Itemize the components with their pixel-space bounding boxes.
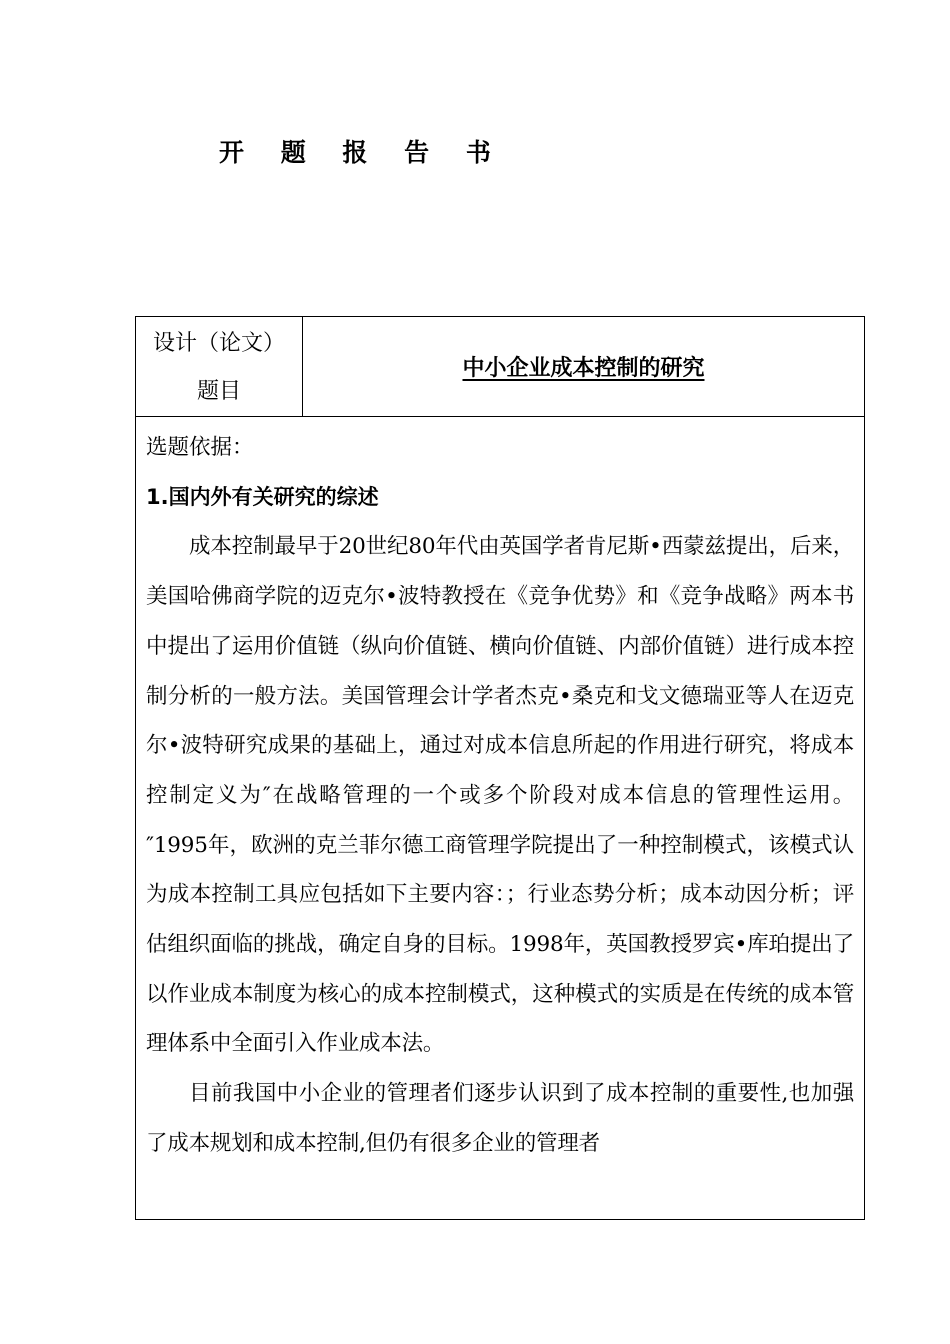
subject-label-line1: 设计（论文） [152, 331, 285, 356]
document-title: 开 题 报 告 书 [219, 138, 505, 167]
basis-cell [136, 417, 865, 1220]
section-heading: 1.国内外有关研究的综述 [146, 484, 379, 509]
subject-label-cell [136, 317, 303, 417]
review-paragraph-1: 成本控制最早于20世纪80年代由英国学者肯尼斯•西蒙兹提出，后来，美国哈佛商学院的迈克尔•波特教授在《竞争优势》和《竞争战略》两本书中提出了运用价值链（纵向价值链、横向价值链、内部价值链）进行成本控制分析的一般方法。美国管理会计学者杰克•桑克和戈文德瑞亚等人在迈克尔•波特研究成果的基础上，通过对成本信息所起的作用进行研究，将成本控制定义为″在战略管理的一个或多个阶段对成本信息的管理性运用。″1995年，欧洲的克兰菲尔德工商管理学院提出了一种控制模式，该模式认为成本控制工具应包括如下主要内容：；行业态势分析；成本动因分析；评估组织面临的挑战，确定自身的目标。1998年，英国教授罗宾•库珀提出了以作业成本制度为核心的成本控制模式，这种模式的实质是在传统的成本管理体系中全面引入作业成本法。 [146, 534, 854, 1057]
proposal-form-table [135, 316, 865, 1220]
basis-row [136, 417, 865, 1220]
subject-label-line2: 题目 [196, 379, 241, 404]
subject-row [136, 317, 865, 417]
subject-value-cell [303, 317, 865, 417]
basis-label: 选题依据： [146, 435, 254, 460]
thesis-subject: 中小企业成本控制的研究 [462, 355, 705, 381]
review-paragraph-2: 目前我国中小企业的管理者们逐步认识到了成本控制的重要性,也加强了成本规划和成本控制,但仍有很多企业的管理者 [146, 1081, 854, 1156]
